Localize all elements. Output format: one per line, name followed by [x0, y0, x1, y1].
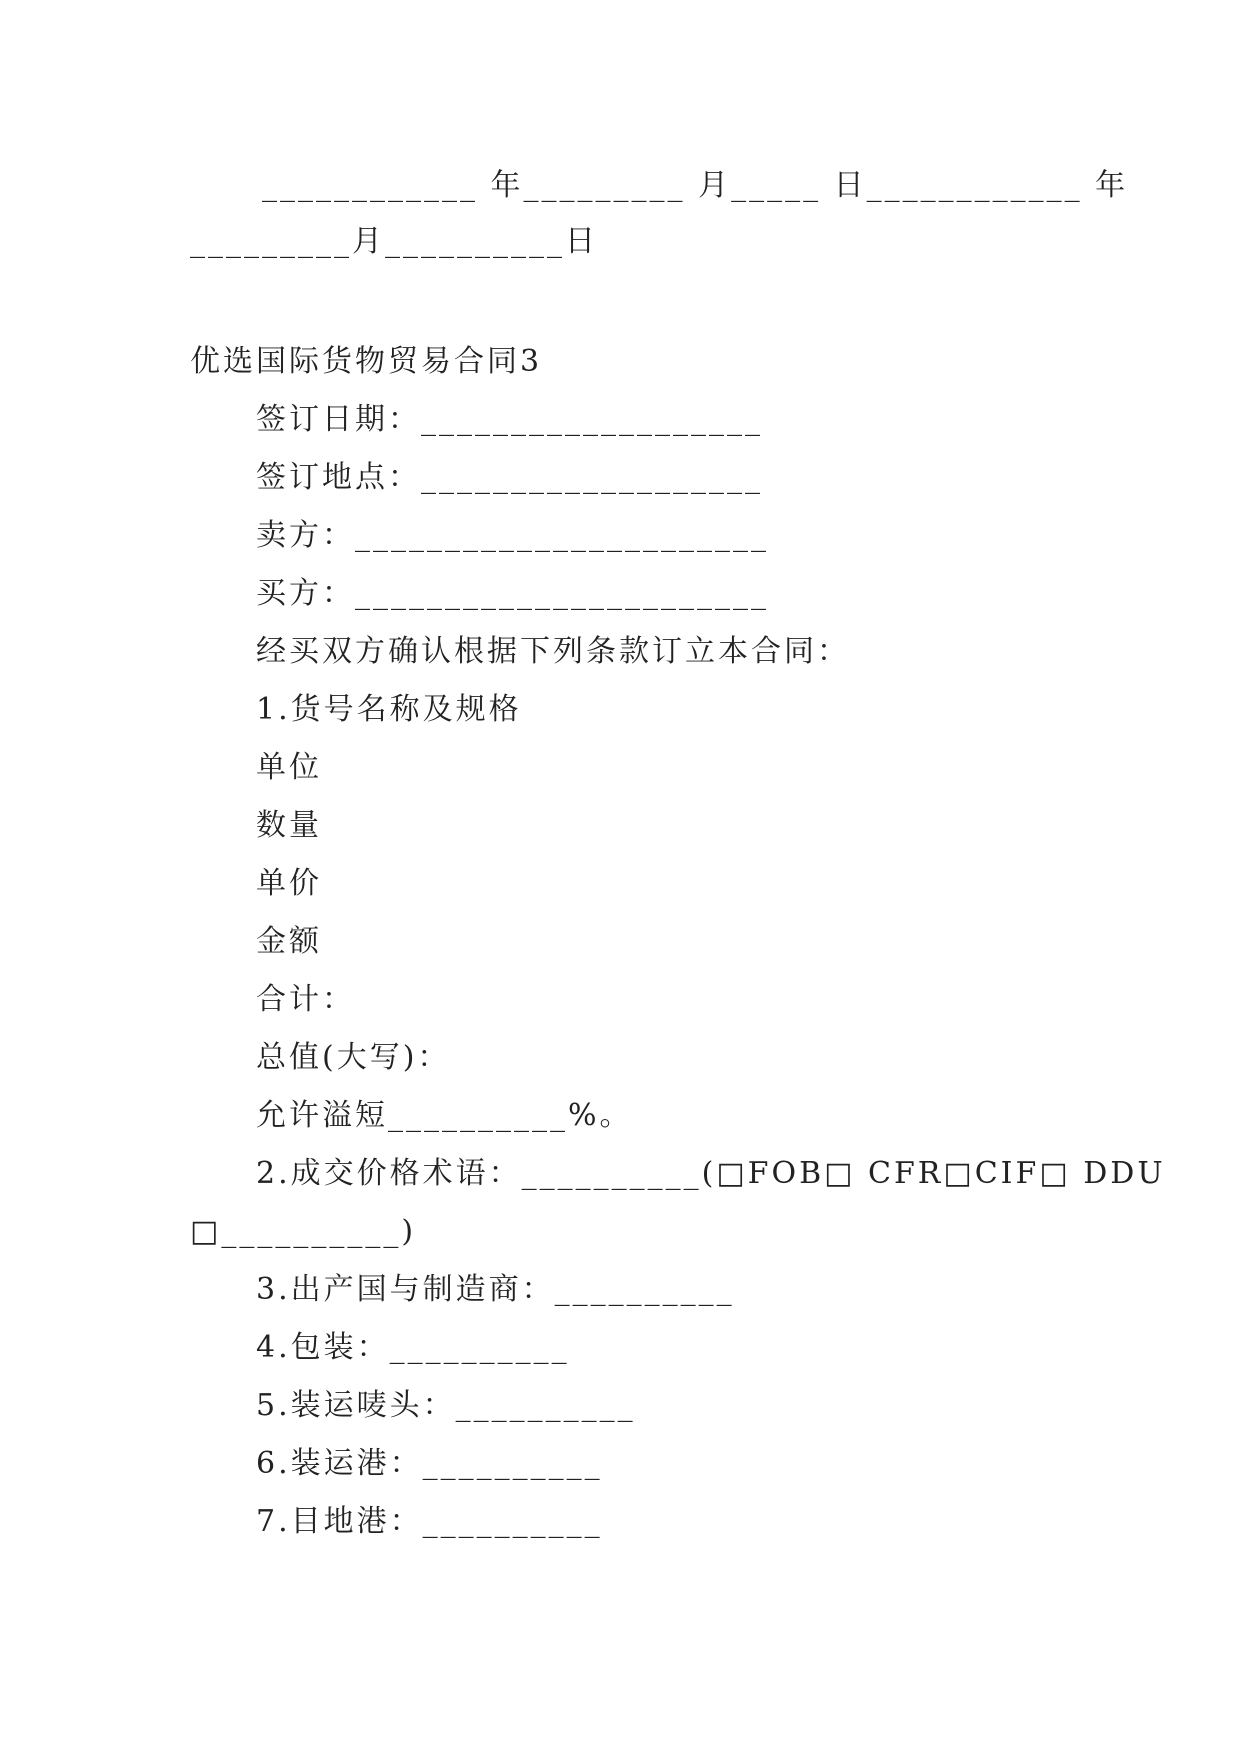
date-line-1: ____________ 年_________ 月_____ 日____________ 年	[262, 168, 1129, 203]
item-1-unit: 单位	[256, 750, 322, 785]
field-signing-date: 签订日期：___________________	[256, 402, 763, 437]
field-seller: 卖方：_______________________	[256, 518, 769, 553]
item-2-price-terms: 2.成交价格术语：__________(□FOB□ CFR□CIF□ DDU	[256, 1156, 1166, 1191]
intro-text: 经买双方确认根据下列条款订立本合同：	[256, 634, 850, 669]
item-1-quantity: 数量	[256, 808, 322, 843]
item-4-packing: 4.包装：__________	[256, 1330, 570, 1365]
item-5-shipping-marks: 5.装运唛头：__________	[256, 1388, 636, 1423]
item-1-total: 合计：	[256, 982, 355, 1017]
item-1-heading: 1.货号名称及规格	[256, 692, 522, 727]
contract-title: 优选国际货物贸易合同3	[190, 344, 543, 379]
item-3-origin-manufacturer: 3.出产国与制造商：__________	[256, 1272, 735, 1307]
item-2-price-terms-cont: □__________)	[190, 1214, 417, 1249]
date-line-2: _________月__________日	[190, 224, 598, 259]
item-1-amount: 金额	[256, 924, 322, 959]
item-1-total-words: 总值(大写)：	[256, 1040, 451, 1075]
field-signing-place: 签订地点：___________________	[256, 460, 763, 495]
item-1-unit-price: 单价	[256, 866, 322, 901]
item-7-port-of-destination: 7.目地港：__________	[256, 1504, 603, 1539]
item-6-port-of-loading: 6.装运港：__________	[256, 1446, 603, 1481]
field-buyer: 买方：_______________________	[256, 576, 769, 611]
item-1-tolerance: 允许溢短__________%。	[256, 1098, 633, 1133]
